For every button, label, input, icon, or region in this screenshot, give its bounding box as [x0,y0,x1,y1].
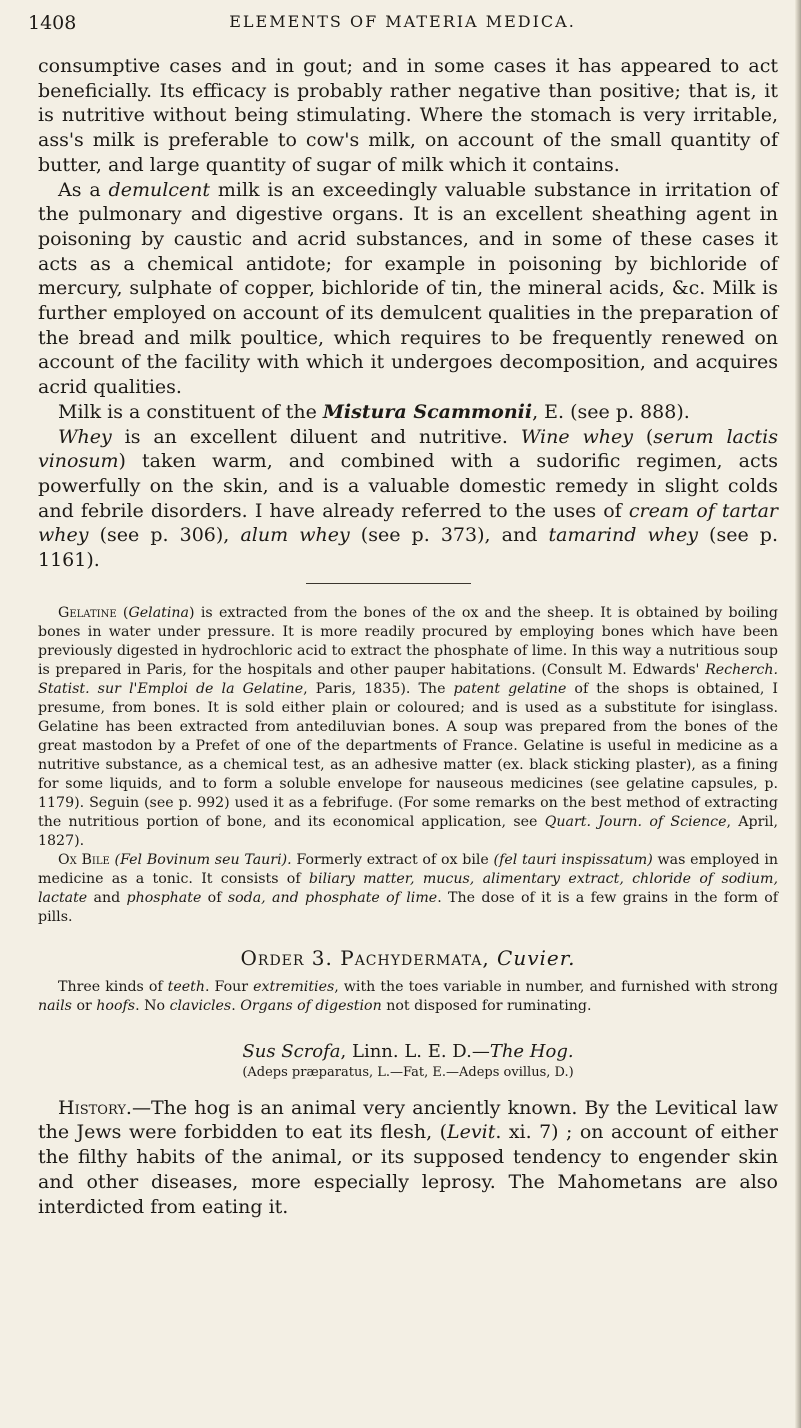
text: . No [135,997,170,1014]
paragraph-ox-bile [38,851,778,927]
species-common-name: The Hog. [489,1040,574,1062]
text: ( [632,425,654,448]
italic-term: soda, and phosphate of lime [227,889,438,906]
species-name: Sus Scrofa [242,1040,341,1062]
section-heading: History [58,1096,126,1119]
text: is an excellent diluent and nutritive. [111,425,521,448]
section-heading: Ox Bile [58,851,110,868]
page-edge-shadow [795,0,801,1428]
text: . [231,997,241,1014]
italic-term: nails [38,997,72,1014]
text: and [87,889,127,906]
text: or [71,997,97,1014]
text: of [201,889,228,906]
species-heading [38,1042,778,1061]
italic-term: Wine whey [520,425,633,448]
gelatine-section [38,604,778,1082]
italic-term: demulcent [108,178,211,201]
text: milk is an exceedingly valuable substance in irritation of the pulmonary and digestive organs. It is an excellent sheathing agent in poisoning by caustic and acrid substances, and in some of these cases it acts as a chemical antidote; for example in poisoning by bichloride of mercury, sulphate of copper, bichloride of tin, the mineral acids, &c. Milk is further employed on account of its demulcent qualities in the preparation of the bread and milk poultice, which requires to be frequently renewed on account of the facility with which it undergoes decomposition, and acquires acrid qualities. [38,178,779,399]
page-number: 1408 [28,12,77,34]
text: .—The hog is an animal very anciently known. By the Levitical law the Jews were forbidden to eat its flesh, ( [38,1096,778,1144]
page-header [28,12,777,44]
italic-term: hoofs [96,997,136,1014]
text: As a [58,178,109,201]
italic-term: Whey [58,425,112,448]
italic-term: cream of tartar whey [38,499,779,547]
text: Milk is a constituent of the [58,400,323,423]
italic-term: extremities [253,978,335,995]
text: . xi. 7) ; on account of either the filthy habits of the animal, or its supposed tendency to engender skin and other diseases, more especially leprosy. The Mahometans are also interdicted from eating it. [38,1121,779,1218]
page-content [38,54,778,1219]
text: Three kinds of [58,978,168,995]
species-authority: , Linn. L. E. D.— [340,1040,490,1062]
italic-term: tamarind whey [548,524,698,547]
section-heading: Gelatine [58,604,117,621]
paragraph-demulcent [38,178,778,400]
text: not disposed for ruminating. [381,997,592,1014]
species-preparations: (Adeps præparatus, L.—Fat, E.—Adeps ovillus, D.) [242,1064,574,1080]
paragraph-order-description [38,978,778,1016]
italic-term: alum whey [240,524,350,547]
text: , with the toes variable in number, and furnished with strong [334,978,778,995]
text: consumptive cases and in gout; and in some cases it has appeared to act beneficially. Its efficacy is probably rather negative than positive; that is, it is nutritive without being stimulating. Where the stomach is very irritable, ass's milk is preferable to cow's milk, on account of the small quantity of butter, and large quantity of sugar of milk which it contains. [38,55,778,176]
text: (see p. 306), [88,524,241,547]
italic-term: Quart. Journ. of Science [544,813,727,830]
section-divider [306,583,471,584]
text: , E. (see p. 888). [532,400,690,423]
text: ) taken warm, and combined with a sudorific regimen, acts powerfully on the skin, and is a valuable domestic remedy in slight colds and febrile disorders. I have already referred to the uses of [38,450,778,522]
italic-term: phosphate [126,889,202,906]
text: . Four [205,978,254,995]
order-title: Order 3. Pachydermata, [240,945,498,970]
text: , April, 1827). [38,813,778,849]
paragraph-milk-consumptive [38,54,778,178]
text: . The dose of it is a few grains in the form of pills. [38,889,779,925]
paragraph-gelatine: Gelatine (Gelatina) is extracted from the bones of the ox and the sheep. It is obtained by boiling bones in water under pressure. It is more readily procured by employing bones which have been previously digested in hydrochloric acid to extract the phosphate of lime. In this way a nutritious soup is prepared in Paris, for the hospitals and other pauper habitations. (Consult M. Edwards' Recherch. Statist. sur l'Emploi de la Gelatine, Paris, 1835). The patent gelatine of the shops is obtained, I presume, from bones. It is sold either plain or coloured; and is used as a substitute for isinglass. Gelatine has been extracted from antediluvian bones. A soup was prepared from the bones of the great mastodon by a Prefet of one of the departments of France. Gelatine is useful in medicine as a nutritive substance, as a chemical test, as an adhesive matter (ex. black sticking plaster), as a fining for some liquids, and to form a soluble envelope for nauseous medicines (see gelatine capsules, p. 1179). Seguin (see p. 992) used it as a febrifuge. (For some remarks on the best method of extracting the nutritious portion of bone, and its economical application, see Quart. Journ. of Science, April, 1827). [38,604,779,849]
italic-term: biliary matter, mucus, alimentary extract, chloride of sodium, lactate [38,870,778,906]
text: (see p. 1161). [38,524,778,572]
italic-term: serum lactis vinosum [38,425,778,473]
text: ) is extracted from the bones of the ox and the sheep. It is obtained by boiling bones in water under pressure. It is more readily procured by employing bones which have been previously digested in hydrochloric acid to extract the phosphate of lime. In this way a nutritious soup is prepared in Paris, for the hospitals and other pauper habitations. (Consult M. Edwards' [38,604,778,678]
text: , Paris, 1835). The [303,680,454,697]
running-title: ELEMENTS OF MATERIA MEDICA. [229,12,576,31]
paragraph-mistura [38,400,778,425]
italic-term: Mistura Scammonii [322,400,533,423]
italic-term: teeth [167,978,205,995]
milk-section [38,54,778,573]
text: (see p. 373), and [349,524,549,547]
italic-term: Organs of digestion [240,997,382,1014]
italic-term: (fel tauri inspissatum) [493,851,653,868]
text: Formerly extract of ox bile [291,851,494,868]
italic-term: Levit [447,1121,496,1144]
order-authority: Cuvier. [497,945,576,970]
italic-term: (Fel Bovinum seu Tauri). [114,851,292,868]
italic-term: patent gelatine [453,680,567,697]
italic-term: clavicles [169,997,232,1014]
paragraph-whey [38,425,778,573]
italic-term: Recherch. Statist. sur l'Emploi de la Gelatine [38,661,778,697]
text: was employed in medicine as a tonic. It consists of [38,851,779,887]
italic-term: Gelatina [128,604,190,621]
history-section [38,1096,778,1220]
paragraph-history [38,1096,778,1220]
order-heading [38,945,778,970]
text: of the shops is obtained, I presume, from bones. It is sold either plain or coloured; and is used as a substitute for isinglass. Gelatine has been extracted from antediluvian bones. A soup was prepared from the bones of the great mastodon by a Prefet of one of the departments of France. Gelatine is useful in medicine as a nutritive substance, as a chemical test, as an adhesive matter (ex. black sticking plaster), as a fining for some liquids, and to form a soluble envelope for nauseous medicines (see gelatine capsules, p. 1179). Seguin (see p. 992) used it as a febrifuge. (For some remarks on the best method of extracting the nutritious portion of bone, and its economical application, see [38,680,779,830]
